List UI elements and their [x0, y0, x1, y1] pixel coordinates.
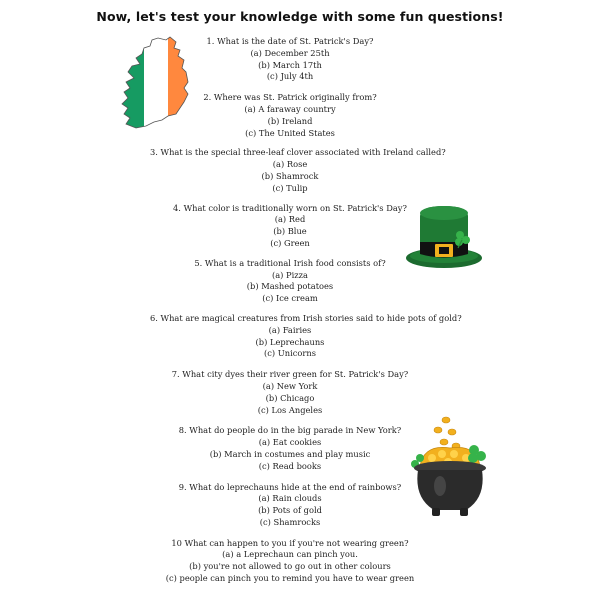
answer-option: (a) Rose: [272, 159, 308, 170]
answer-option: (b) Leprechauns: [255, 336, 325, 347]
answer-option: (b) March in costumes and play music: [209, 448, 371, 459]
answer-option: (c) Green: [270, 237, 310, 248]
question-4: [150, 203, 430, 250]
answer-option: (a) Eat cookies: [258, 437, 322, 448]
answer-option: (b) Blue: [273, 226, 307, 237]
answer-option: (c) Unicorns: [264, 348, 316, 359]
question-6: [150, 312, 462, 360]
answer-option: (b) Mashed potatoes: [246, 281, 334, 292]
answer-option: (b) Pots of gold: [258, 505, 322, 516]
question-3: [150, 147, 446, 194]
question-10: [150, 538, 430, 585]
question-text: 4. What color is traditionally worn on St. Patrick's Day?: [173, 202, 407, 213]
answer-option: (a) Red: [274, 214, 306, 225]
answer-option: (b) Chicago: [265, 392, 315, 403]
answer-option: (a) New York: [262, 380, 318, 391]
question-text: 9. What do leprechauns hide at the end of rainbows?: [178, 481, 402, 492]
question-text: 3. What is the special three-leaf clover associated with Ireland called?: [150, 147, 446, 158]
answer-option: (a) A faraway country: [244, 103, 336, 114]
answer-option: (a) Pizza: [272, 269, 308, 280]
page-title: Now, let's test your knowledge with some fun questions!: [96, 9, 504, 24]
answer-option: (c) Tulip: [272, 182, 308, 193]
answer-option: (b) Shamrock: [261, 170, 319, 181]
quiz-questions: [150, 36, 462, 585]
answer-option: (c) The United States: [245, 127, 335, 138]
answer-option: (b) you're not allowed to go out in other colours: [189, 561, 391, 572]
question-text: 1. What is the date of St. Patrick's Day?: [206, 36, 374, 46]
answer-option: (a) a Leprechaun can pinch you.: [222, 549, 358, 560]
question-text: 7. What city dyes their river green for St. Patrick's Day?: [171, 369, 409, 380]
question-2: [150, 92, 430, 139]
question-text: 2. Where was St. Patrick originally from?: [203, 92, 377, 103]
question-8: [150, 425, 430, 472]
question-text: 10 What can happen to you if you're not wearing green?: [171, 537, 409, 548]
answer-option: (b) Ireland: [267, 115, 313, 126]
question-7: [150, 369, 430, 416]
answer-option: (c) Los Angeles: [257, 404, 323, 415]
question-text: 8. What do people do in the big parade in New York?: [178, 425, 402, 436]
question-5: [150, 258, 430, 305]
answer-option: (c) Shamrocks: [259, 516, 321, 527]
answer-option: (b) March 17th: [258, 59, 322, 70]
question-text: 5. What is a traditional Irish food consists of?: [194, 257, 386, 268]
answer-option: (c) Ice cream: [262, 293, 318, 304]
answer-option: (a) Fairies: [268, 324, 312, 335]
question-1: [150, 36, 430, 83]
answer-option: (c) July 4th: [266, 71, 314, 82]
answer-option: (c) Read books: [258, 460, 322, 471]
question-9: [150, 482, 430, 529]
question-text: 6. What are magical creatures from Irish stories said to hide pots of gold?: [150, 312, 462, 323]
answer-option: (c) people can pinch you to remind you have to wear green: [165, 573, 415, 584]
answer-option: (a) Rain clouds: [258, 493, 322, 504]
answer-option: (a) December 25th: [250, 47, 330, 58]
